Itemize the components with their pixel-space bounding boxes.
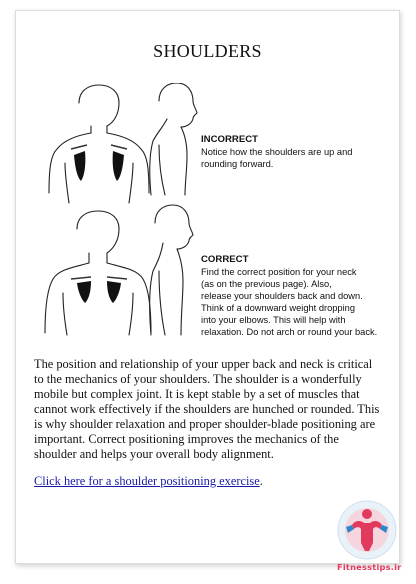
page-title: SHOULDERS <box>153 41 262 61</box>
correct-caption-line: Find the correct position for your neck <box>201 267 357 277</box>
incorrect-right-scapula <box>113 151 124 181</box>
body-paragraph: The position and relationship of your upper back and neck is critical to the mechanics of your shoulders. The shoulder is a wonderfully mobile but complex joint. It is kept stable by a set of muscles that cannot work effectively if the shoulders are hunched or rounded. This is why shoulder relaxation and proper shoulder-blade positioning are important. Correct positioning improves the mechanics of the shoulder and helps your overall body alignment. <box>34 357 380 461</box>
correct-caption <box>201 254 377 338</box>
document-page <box>15 10 402 572</box>
correct-caption-line: release your shoulders back and down. <box>201 291 363 301</box>
incorrect-caption-line: Notice how the shoulders are up and <box>201 147 353 157</box>
watermark-text: Fitnesstips.ir <box>337 562 402 572</box>
correct-right-scapula <box>107 281 121 303</box>
correct-caption-line: relaxation. Do not arch or round your back. <box>201 327 378 337</box>
incorrect-side-view <box>150 83 197 195</box>
incorrect-left-scapula <box>74 151 85 181</box>
correct-caption-line: into your elbows. This will help with <box>201 315 346 325</box>
incorrect-caption <box>201 134 352 170</box>
incorrect-shoulder-line <box>71 145 127 149</box>
shoulder-exercise-link[interactable]: Click here for a shoulder positioning exercise <box>34 474 260 488</box>
correct-side-view <box>150 205 193 335</box>
correct-caption-line: Think of a downward weight dropping <box>201 303 356 313</box>
correct-caption-line: (as on the previous page). Also, <box>201 279 332 289</box>
incorrect-back-view <box>49 85 149 203</box>
correct-back-view <box>45 211 151 335</box>
correct-heading: CORRECT <box>201 254 249 265</box>
exercise-link-line <box>34 474 263 489</box>
posture-figure <box>41 83 381 351</box>
correct-left-scapula <box>77 281 91 303</box>
body-text <box>34 357 384 462</box>
watermark <box>336 499 402 579</box>
link-trailing-period: . <box>259 474 263 488</box>
incorrect-heading: INCORRECT <box>201 134 259 145</box>
incorrect-caption-line: rounding forward. <box>201 159 274 169</box>
correct-shoulder-line <box>71 277 127 279</box>
